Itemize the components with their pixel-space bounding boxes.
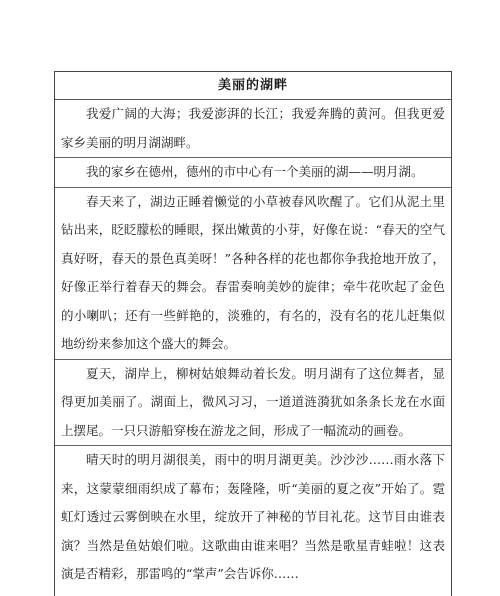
paragraph-hometown: 我的家乡在德州，德州的市中心有一个美丽的湖——明月湖。 xyxy=(55,158,451,188)
essay-table xyxy=(54,71,452,596)
paragraph-summer: 夏天，湖岸上，柳树姑娘舞动着长发。明月湖有了这位舞者，显得更加美丽了。湖面上，微风习习，一道道涟漪犹如条条长龙在水面上摆尾。一只只游船穿梭在游龙之间，形成了一幅流动的画卷。 xyxy=(55,360,451,447)
paragraph-intro: 我爱广阔的大海；我爱澎湃的长江；我爱奔腾的黄河。但我更爱家乡美丽的明月湖湖畔。 xyxy=(55,100,451,158)
paragraph-spring: 春天来了，湖边正睡着懒觉的小草被春风吹醒了。它们从泥土里钻出来，眨眨朦松的睡眼，探出嫩黄的小芽，好像在说：“春天的空气真好呀，春天的景色真美呀！”各种各样的花也都你争我抢地开放了，好像正举行着春天的舞会。春雷奏响美妙的旋律；牵牛花吹起了金色的小喇叭；还有一些鲜艳的，淡雅的，有名的，没有名的花儿赶集似地纷纷来参加这个盛大的舞会。 xyxy=(55,188,451,360)
paragraph-rain: 晴天时的明月湖很美，雨中的明月湖更美。沙沙沙……雨水落下来，这蒙蒙细雨织成了幕布；轰隆隆，听“美丽的夏之夜”开始了。霓虹灯透过云雾倒映在水里，绽放开了神秘的节目礼花。这节目由谁表演？当然是鱼姑娘们啦。这歌曲由谁来唱？当然是歌星青蛙啦！这表演是否精彩，那雷鸣的“掌声”会告诉你…… xyxy=(61,452,445,581)
essay-title: 美丽的湖畔 xyxy=(55,72,451,100)
